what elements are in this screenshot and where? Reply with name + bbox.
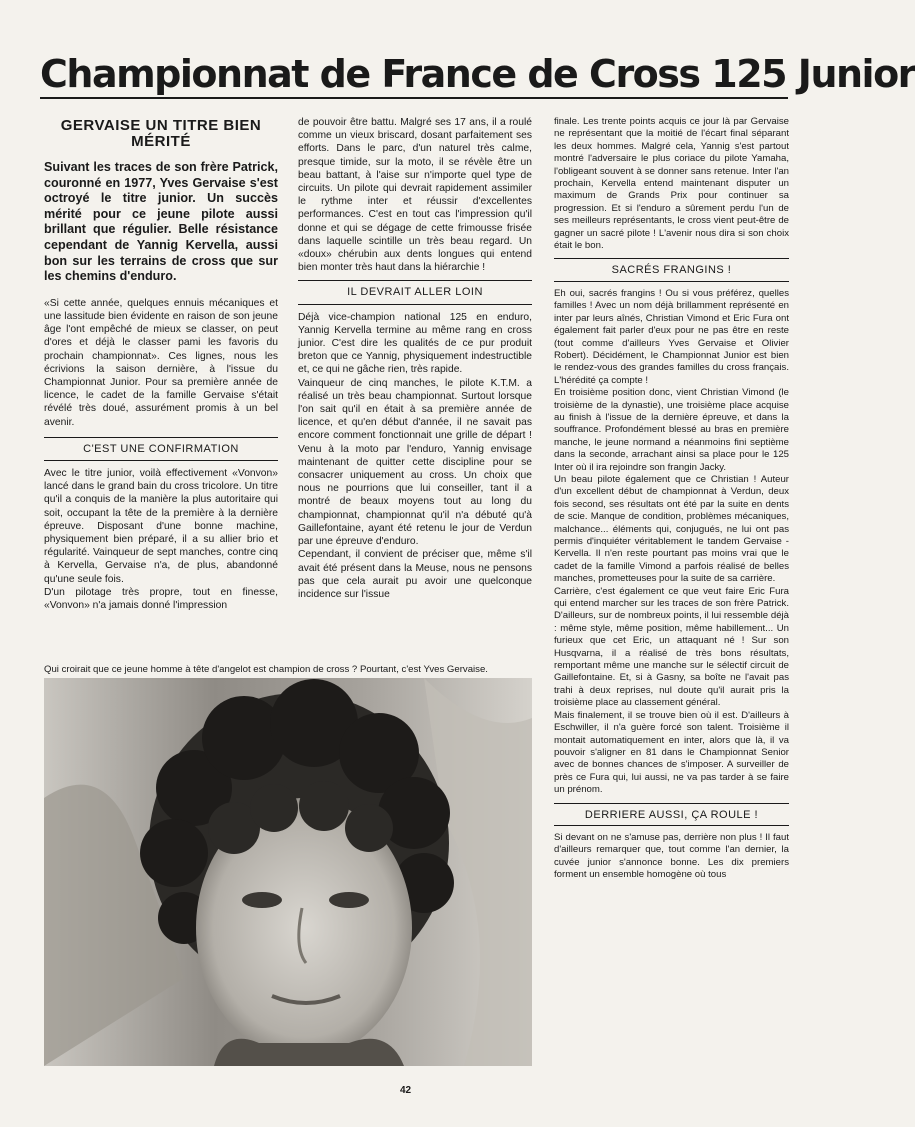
paragraph: Vainqueur de cinq manches, le pilote K.T.M. a réalisé un très beau championnat. Surtout lorsque l'on sait qu'il en était à sa première année de licence, et qu'en début d'année, il ne savait pas encore comment fonctionnait une grille de départ ! Venu à la moto par l'enduro, Yannig envisage maintenant de quitter cette discipline pour se consacrer uniquement au cross. Un choix que nous ne pourrions que lui conseiller, tant il a montré de beaux moyens tout au long du championnat, championnat qu'il n'a débuté qu'à Gaillefontaine, ayant été retenu le jour de Verdun par une épreuve d'enduro. xyxy=(298,377,532,548)
paragraph: Eh oui, sacrés frangins ! Ou si vous préférez, quelles familles ! Avec un nom déjà brillamment représenté en inter par leurs aînés, Christian Vimond et Eric Fura ont également fait parler d'eux pour ne pas être en reste (tout comme d'ailleurs Yves Gervaise et Olivier Robert). Décidément, le Championnat Junior est bien le rendez-vous des grandes familles du cross français. L'hérédité ça compte ! xyxy=(554,287,789,386)
section-heading-frangins: SACRÉS FRANGINS ! xyxy=(554,258,789,281)
portrait-photo xyxy=(44,678,532,1066)
column-3 xyxy=(554,116,789,882)
paragraph: En troisième position donc, vient Christian Vimond (le troisième de la dynastie), une troisième place acquise au finish à l'issue de la dernière épreuve, et dans la souffrance. Profondément blessé au bras en première manche, le jeune normand a néanmoins fini septième dans la seconde, arrachant ainsi sa place pour le 125 Inter où il ira rejoindre son frangin Jacky. xyxy=(554,387,789,473)
page-number: 42 xyxy=(400,1085,412,1096)
paragraph: «Si cette année, quelques ennuis mécaniques et une lassitude bien évidente en raison de son jeune âge l'ont empêché de mieux se classer, on peut d'ores et déjà le classer pami les favoris du prochain championnat». Ces lignes, nous les écrivions la saison dernière, à l'issue du Championnat Junior. Pour sa première année de licence, le cadet de la famille Gervaise s'était révélé très doué, assurément promis à un bel avenir. xyxy=(44,297,278,428)
title-rule xyxy=(40,97,788,99)
paragraph: Déjà vice-champion national 125 en enduro, Yannig Kervella termine au même rang en cross junior. C'est dire les qualités de ce pur produit breton que ce Yannig, physiquement indestructible et, ce qui ne gâche rien, très rapide. xyxy=(298,311,532,376)
section-heading-confirmation: C'EST UNE CONFIRMATION xyxy=(44,437,278,461)
paragraph: de pouvoir être battu. Malgré ses 17 ans, il a roulé comme un vieux briscard, dosant parfaitement ses efforts. Dans le parc, d'un naturel très calme, presque timide, sur la moto, il se révèle être un beau battant, à l'aise sur n'importe quel type de circuits. Un pilote qui devrait rapidement assimiler le rythme inter et réussir d'excellentes performances. C'est en tout cas l'impression qu'il donne et qui se dégage de cette frimousse frisée dans laquelle scintille un très beau regard. Un «doux» chérubin aux dents longues qui entend bien monter très haut dans la hiérarchie ! xyxy=(298,117,532,274)
paragraph: D'un pilotage très propre, tout en finesse, «Vonvon» n'a jamais donné l'impression xyxy=(44,586,278,612)
paragraph: Si devant on ne s'amuse pas, derrière non plus ! Il faut d'ailleurs remarquer que, tout comme l'an dernier, la cuvée junior s'annonce bonne. Les dix premiers forment un ensemble homogène où tous xyxy=(554,831,789,881)
paragraph: Un beau pilote également que ce Christian ! Auteur d'un excellent début de championnat à Verdun, deux fois second, ses résultats ont été par la suite en dents de scie. Manque de condition, problèmes mécaniques, malchance... éléments qui, conjugués, ne lui ont pas permis d'inquiéter véritablement le tandem Gervaise - Kervella. Il n'en reste pourtant pas moins vrai que le cadet de la famille Vimond a parfois réalisé de belles manches, prometteuses pour la suite de sa carrière. xyxy=(554,473,789,585)
section-heading-aller-loin: IL DEVRAIT ALLER LOIN xyxy=(298,280,532,304)
paragraph: Carrière, c'est également ce que veut faire Eric Fura qui entend marcher sur les traces de son frère Patrick. D'ailleurs, sur de nombreux points, il lui ressemble déjà : même style, même position, même habillement... Un furieux que cet Eric, un attaquant né ! Sur son Husqvarna, il a réalisé de très bons résultats, remportant même une manche sur le sélectif circuit de Gaillefontaine. Et, si à Gasny, sa boîte ne l'avait pas trahi à deux reprises, nul doute qu'il aurait pris la troisième place au classement général. xyxy=(554,585,789,709)
page-title: Championnat de France de Cross 125 Junior xyxy=(40,52,915,96)
article-heading: GERVAISE UN TITRE BIEN MÉRITÉ xyxy=(60,117,262,150)
photo-caption: Qui croirait que ce jeune homme à tête d'angelot est champion de cross ? Pourtant, c'est Yves Gervaise. xyxy=(44,664,488,675)
column-1 xyxy=(44,112,278,612)
paragraph: Avec le titre junior, voilà effectivement «Vonvon» lancé dans le grand bain du cross tricolore. Un titre qu'il a conquis de la manière la plus autoritaire qui soit, occupant la tête de la première à la dernière épreuve. Disposant d'une bonne machine, physiquement bien préparé, il a su allier brio et régularité. Vainqueur de sept manches, contre cinq à Kervella, Gervaise n'a, de plus, abandonné qu'une seule fois. xyxy=(44,467,278,585)
column-2 xyxy=(298,116,532,601)
paragraph: Cependant, il convient de préciser que, même s'il avait été présent dans la Meuse, nous ne pensons pas que cela aurait pu avoir une quelconque incidence sur l'issue xyxy=(298,549,532,600)
article-lead: Suivant les traces de son frère Patrick, couronné en 1977, Yves Gervaise s'est octroyé le titre junior. Un succès mérité pour ce jeune pilote aussi brillant que régulier. Belle résistance cependant de Yannig Kervella, aussi bon sur les terrains de cross que sur les chemins d'enduro. xyxy=(44,160,278,284)
paragraph: finale. Les trente points acquis ce jour là par Gervaise ne représentant que la moitié de l'écart final séparant les deux hommes. Malgré cela, Yannig s'est partout montré l'adversaire le plus coriace du pilote Yamaha, l'obligeant souvent à se donner sans retenue. Inter l'an prochain, Kervella entend maintenant disputer un maximum de Grands Prix pour continuer sa progression. Et si l'enduro a sûrement perdu l'un de ses meilleurs représentants, le cross vient peut-être de gagner un sacré pilote ! L'avenir nous dira si son choix était le bon. xyxy=(554,116,789,252)
section-heading-derriere: DERRIERE AUSSI, ÇA ROULE ! xyxy=(554,803,789,826)
paragraph: Mais finalement, il se trouve bien où il est. D'ailleurs à Eschwiller, il n'a guère forcé son talent. Troisième il montait automatiquement en inter, alors que là, il va pouvoir s'aligner en 81 dans le Championnat Senior avec de bonnes chances de s'imposer. A surveiller de près ce Fura qui, lui aussi, ne va pas tarder à se faire un prénom. xyxy=(554,709,789,796)
